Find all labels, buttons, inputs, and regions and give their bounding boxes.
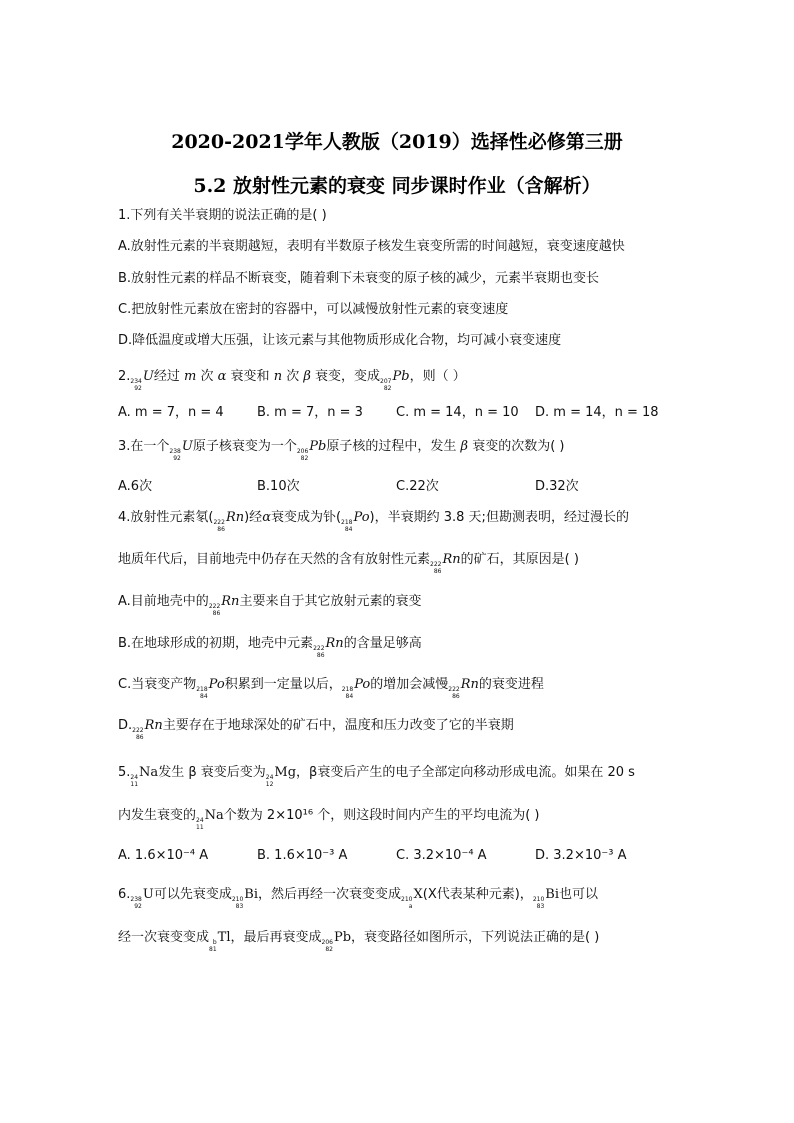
q2-option-b: B. m = 7，n = 3: [257, 405, 363, 420]
q3-option-b: B.10次: [257, 479, 300, 494]
q3-option-d: D.32次: [535, 479, 579, 494]
isotope-pb207: 207 82 Pb: [380, 369, 410, 392]
q2-option-c: C. m = 14，n = 10: [396, 405, 519, 420]
q4-stem-line1: 4.放射性元素氡( 222 86 Rn)经α衰变成为钋( 218 84 Po)，半衰期约 3.8 天;但勘测表明，经过漫长的: [118, 510, 629, 533]
q5-stem-line1: 5. 24 11 Na发生 β 衰变后变为 24 12 Mg，β衰变后产生的电子全部定向移动形成电流。如果在 20 s: [118, 765, 635, 788]
q5-option-d: D. 3.2×10⁻³ A: [535, 848, 627, 863]
isotope-u234: 234 92 U: [130, 369, 154, 392]
q5-option-c: C. 3.2×10⁻⁴ A: [396, 848, 487, 863]
q4-option-c: C.当衰变产物 218 84 Po积累到一定量以后， 218 84 Po的增加会减慢 222 86 Rn的衰变进程: [118, 677, 544, 700]
isotope-bi210: 210 83 Bi: [231, 887, 259, 910]
isotope-x210: 210 a X: [401, 887, 423, 910]
isotope-u238: 238 92 U: [130, 887, 154, 910]
q3-option-c: C.22次: [396, 479, 439, 494]
isotope-rn222: 222 86 Rn: [208, 594, 240, 617]
q1-option-b: B.放射性元素的样品不断衰变，随着剩下未衰变的原子核的减少，元素半衰期也变长: [118, 271, 600, 286]
isotope-rn222: 222 86 Rn: [213, 510, 245, 533]
q2-stem: 2. 234 92 U经过 m 次 α 衰变和 n 次 β 衰变，变成 207 82 Pb，则（ ）: [118, 369, 466, 392]
isotope-pb206: 206 82 Pb: [296, 439, 327, 462]
isotope-u238: 238 92 U: [169, 439, 193, 462]
q2-option-d: D. m = 14，n = 18: [535, 405, 659, 420]
isotope-na24: 24 11 Na: [196, 808, 224, 831]
q1-option-c: C.把放射性元素放在密封的容器中，可以减慢放射性元素的衰变速度: [118, 302, 509, 317]
isotope-mg24: 24 12 Mg: [265, 765, 297, 788]
isotope-rn222: 222 86 Rn: [132, 718, 163, 741]
isotope-tl: b 81 Tl: [209, 930, 231, 953]
q6-stem-line2: 经一次衰变变成 b 81 Tl，最后再衰变成 206 82 Pb，衰变路径如图所示，下列说法正确的是( ): [118, 930, 600, 953]
isotope-po218: 218 84 Po: [341, 677, 371, 700]
isotope-rn222: 222 86 Rn: [430, 552, 461, 575]
q5-stem-line2: 内发生衰变的 24 11 Na个数为 2×10¹⁶ 个，则这段时间内产生的平均电流为( ): [118, 808, 540, 831]
q4-option-a: A.目前地壳中的 222 86 Rn主要来自于其它放射元素的衰变: [118, 594, 422, 617]
q3-stem: 3.在一个 238 92 U原子核衰变为一个 206 82 Pb原子核的过程中，发生 β 衰变的次数为( ): [118, 439, 565, 462]
q4-option-b: B.在地球形成的初期，地壳中元素 222 86 Rn的含量足够高: [118, 636, 422, 659]
isotope-rn222: 222 86 Rn: [313, 636, 344, 659]
q5-option-b: B. 1.6×10⁻³ A: [257, 848, 348, 863]
isotope-pb206: 206 82 Pb: [321, 930, 352, 953]
isotope-po218: 218 84 Po: [341, 510, 370, 533]
isotope-po218: 218 84 Po: [196, 677, 225, 700]
q5-option-a: A. 1.6×10⁻⁴ A: [118, 848, 209, 863]
q1-option-d: D.降低温度或增大压强，让该元素与其他物质形成化合物，均可减小衰变速度: [118, 333, 562, 348]
document-title: 2020-2021学年人教版（2019）选择性必修第三册: [171, 131, 623, 153]
q2-option-a: A. m = 7，n = 4: [118, 405, 224, 420]
q4-stem-line2: 地质年代后，目前地壳中仍存在天然的含有放射性元素 222 86 Rn的矿石，其原因是( ): [118, 552, 579, 575]
q1-option-a: A.放射性元素的半衰期越短，表明有半数原子核发生衰变所需的时间越短，衰变速度越快: [118, 239, 625, 254]
q3-option-a: A.6次: [118, 479, 153, 494]
q6-stem-line1: 6. 238 92 U可以先衰变成 210 83 Bi，然后再经一次衰变变成 210 a X(X代表某种元素)， 210 83 Bi也可以: [118, 887, 598, 910]
isotope-bi210: 210 83 Bi: [532, 887, 559, 910]
q1-stem: 1.下列有关半衰期的说法正确的是( ): [118, 208, 327, 223]
q4-option-d: D. 222 86 Rn主要存在于地球深处的矿石中，温度和压力改变了它的半衰期: [118, 718, 514, 741]
isotope-rn222: 222 86 Rn: [448, 677, 479, 700]
isotope-na24: 24 11 Na: [130, 765, 159, 788]
document-subtitle: 5.2 放射性元素的衰变 同步课时作业（含解析）: [193, 175, 601, 197]
